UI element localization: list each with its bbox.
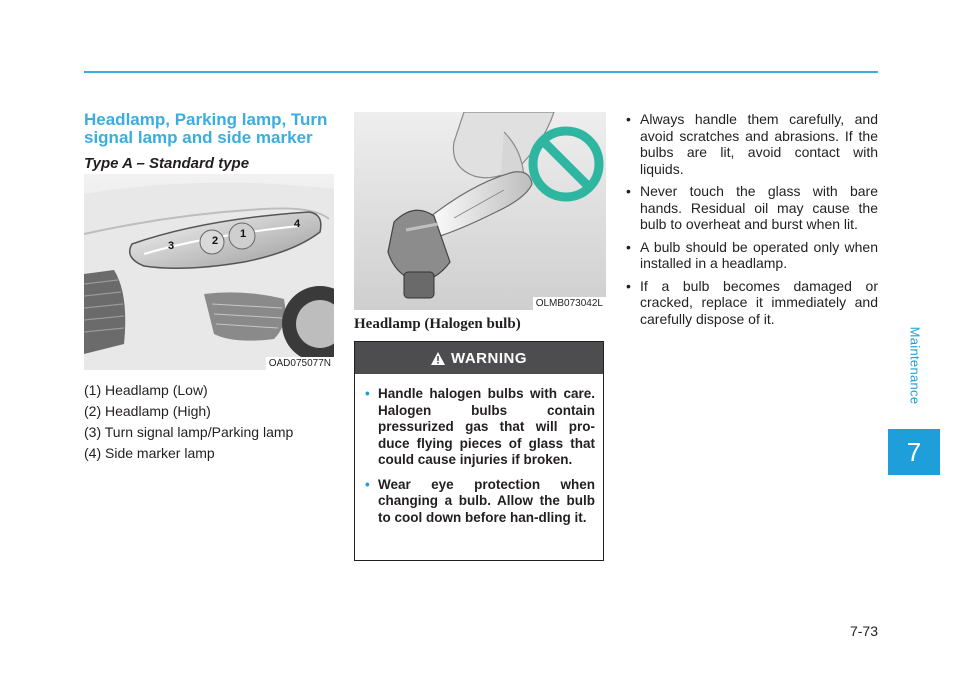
callout-4: 4 (294, 218, 301, 230)
chapter-label-text: Maintenance (907, 326, 923, 404)
halogen-bulb-illustration (354, 112, 606, 310)
warning-box (354, 341, 604, 561)
warning-title: WARNING (451, 349, 527, 367)
note-item: • Always handle them carefully, and avoid scratches and abrasions. If the bulbs are lit, avoid contact with liquids. (624, 111, 878, 177)
warning-triangle-icon (431, 352, 445, 365)
legend-item: (4) Side marker lamp (84, 445, 215, 461)
note-item: • If a bulb becomes damaged or cracked, replace it immediately and carefully dispose of it. (624, 278, 878, 328)
figure1-code: OAD075077N (266, 357, 334, 370)
callout-legend (84, 380, 336, 464)
figure2-caption: Headlamp (Halogen bulb) (354, 316, 521, 332)
callout-3: 3 (168, 240, 175, 252)
note-item: • Never touch the glass with bare hands. Residual oil may cause the bulb to overheat and burst when lit. (624, 183, 878, 233)
header-rule (84, 71, 878, 73)
legend-item: (2) Headlamp (High) (84, 403, 211, 419)
section-subtitle: Type A – Standard type (84, 155, 250, 172)
section-header (84, 111, 336, 172)
headlamp-illustration (84, 174, 334, 370)
headlamp-drawing (84, 174, 334, 370)
page-number: 7-73 (849, 623, 878, 639)
chapter-label (901, 300, 929, 430)
warning-list (355, 386, 603, 526)
legend-item: (1) Headlamp (Low) (84, 382, 208, 398)
chapter-tab: 7 (888, 429, 940, 475)
warning-item: • Handle halogen bulbs with care. Halogen bulbs contain pressurized gas that will pro-duce flying pieces of glass that could cause injuries if broken. (365, 386, 595, 469)
handling-notes (624, 111, 878, 333)
halogen-bulb-drawing (354, 112, 606, 310)
callout-2: 2 (212, 235, 219, 247)
figure2-code: OLMB073042L (533, 297, 606, 310)
callout-1: 1 (240, 228, 247, 240)
section-title: Headlamp, Parking lamp, Turn signal lamp and side marker (84, 110, 328, 147)
warning-header (355, 342, 603, 374)
warning-item: • Wear eye protection when changing a bulb. Allow the bulb to cool down before han-dling it. (365, 477, 595, 527)
legend-item: (3) Turn signal lamp/Parking lamp (84, 424, 294, 440)
note-item: • A bulb should be operated only when installed in a headlamp. (624, 239, 878, 272)
